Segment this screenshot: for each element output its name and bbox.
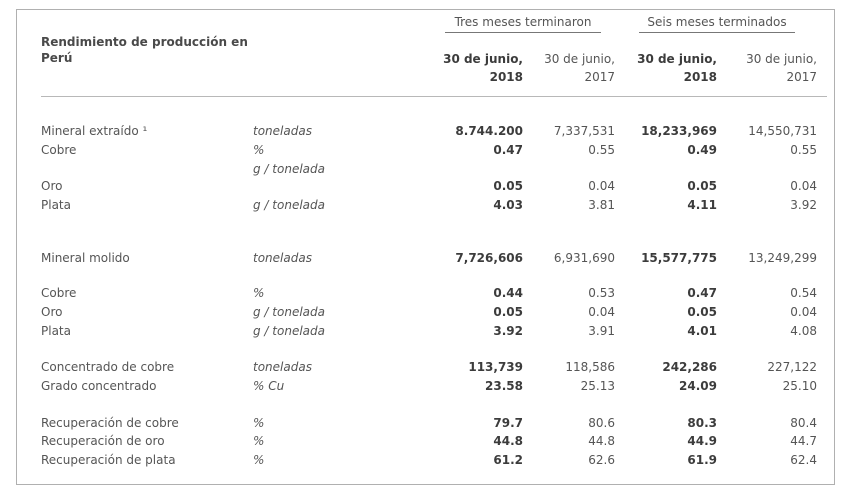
cell-value: 25.10 xyxy=(782,379,817,393)
cell-value: 15,577,775 xyxy=(641,251,717,265)
row-label: Cobre xyxy=(41,286,77,300)
table-row xyxy=(17,177,836,195)
row-label: Recuperación de oro xyxy=(41,434,165,448)
cell-value: 44.7 xyxy=(790,434,817,448)
cell-value: 0.05 xyxy=(493,305,523,319)
cell-value: 0.04 xyxy=(588,179,615,193)
table-row xyxy=(17,358,836,376)
row-label: Mineral extraído ¹ xyxy=(41,124,148,138)
cell-value: 0.47 xyxy=(687,286,717,300)
row-label: Mineral molido xyxy=(41,251,130,265)
column-header-line1: 30 de junio, xyxy=(443,52,523,66)
row-unit: % xyxy=(253,286,265,300)
column-header-line1: 30 de junio, xyxy=(746,52,817,66)
row-unit: toneladas xyxy=(253,360,312,374)
column-header-3m-2018 xyxy=(435,50,523,86)
row-label: Concentrado de cobre xyxy=(41,360,175,374)
cell-value: 18,233,969 xyxy=(641,124,717,138)
row-unit: g / tonelada xyxy=(253,162,325,176)
row-unit: % xyxy=(253,453,265,467)
column-header-6m-2018 xyxy=(629,50,717,86)
table-row xyxy=(17,249,836,267)
row-unit: g / tonelada xyxy=(253,324,325,338)
cell-value: 23.58 xyxy=(485,379,523,393)
cell-value: 0.47 xyxy=(493,143,523,157)
group-underline-three-months xyxy=(445,32,601,33)
row-unit: % xyxy=(253,143,265,157)
cell-value: 80.4 xyxy=(790,416,817,430)
cell-value: 0.53 xyxy=(588,286,615,300)
table-title: Rendimiento de producción en Perú xyxy=(41,35,248,65)
table-row xyxy=(17,122,836,140)
cell-value: 0.05 xyxy=(687,179,717,193)
cell-value: 3.92 xyxy=(493,324,523,338)
cell-value: 0.04 xyxy=(588,305,615,319)
cell-value: 44.8 xyxy=(493,434,523,448)
row-unit: g / tonelada xyxy=(253,305,325,319)
cell-value: 4.11 xyxy=(687,198,717,212)
cell-value: 62.6 xyxy=(588,453,615,467)
table-row xyxy=(17,414,836,432)
group-header-six-months: Seis meses terminados xyxy=(647,15,787,29)
cell-value: 4.01 xyxy=(687,324,717,338)
cell-value: 113,739 xyxy=(468,360,523,374)
column-header-3m-2017 xyxy=(527,50,615,86)
cell-value: 0.05 xyxy=(687,305,717,319)
cell-value: 61.9 xyxy=(687,453,717,467)
cell-value: 8.744.200 xyxy=(455,124,523,138)
table-row xyxy=(17,303,836,321)
row-label: Oro xyxy=(41,179,63,193)
cell-value: 0.49 xyxy=(687,143,717,157)
cell-value: 80.6 xyxy=(588,416,615,430)
cell-value: 79.7 xyxy=(493,416,523,430)
cell-value: 24.09 xyxy=(679,379,717,393)
column-header-year: 2018 xyxy=(683,70,717,84)
column-header-line1: 30 de junio, xyxy=(544,52,615,66)
cell-value: 3.92 xyxy=(790,198,817,212)
table-row xyxy=(17,432,836,450)
table-row xyxy=(17,377,836,395)
cell-value: 4.03 xyxy=(493,198,523,212)
row-label: Grado concentrado xyxy=(41,379,157,393)
cell-value: 242,286 xyxy=(662,360,717,374)
table-row xyxy=(17,451,836,469)
group-header-three-months: Tres meses terminaron xyxy=(454,15,592,29)
cell-value: 3.81 xyxy=(588,198,615,212)
cell-value: 0.04 xyxy=(790,179,817,193)
cell-value: 25.13 xyxy=(580,379,615,393)
column-header-year: 2017 xyxy=(584,70,615,84)
cell-value: 3.91 xyxy=(588,324,615,338)
row-unit: toneladas xyxy=(253,124,312,138)
production-table xyxy=(16,9,835,485)
row-unit: % xyxy=(253,416,265,430)
row-label: Cobre xyxy=(41,143,77,157)
row-label: Recuperación de plata xyxy=(41,453,176,467)
cell-value: 0.54 xyxy=(790,286,817,300)
cell-value: 0.55 xyxy=(790,143,817,157)
cropped-footnote-text xyxy=(24,486,804,491)
row-label: Plata xyxy=(41,324,71,338)
table-row xyxy=(17,284,836,302)
table-row xyxy=(17,196,836,214)
cell-value: 44.9 xyxy=(687,434,717,448)
column-header-line1: 30 de junio, xyxy=(637,52,717,66)
row-unit: toneladas xyxy=(253,251,312,265)
cell-value: 0.55 xyxy=(588,143,615,157)
column-header-year: 2018 xyxy=(489,70,523,84)
cell-value: 80.3 xyxy=(687,416,717,430)
cell-value: 44.8 xyxy=(588,434,615,448)
table-row xyxy=(17,141,836,159)
header-divider xyxy=(41,96,827,97)
row-unit: % Cu xyxy=(253,379,285,393)
cell-value: 6,931,690 xyxy=(553,251,615,265)
cell-value: 7,726,606 xyxy=(455,251,523,265)
row-unit: % xyxy=(253,434,265,448)
row-label: Plata xyxy=(41,198,71,212)
cell-value: 13,249,299 xyxy=(748,251,817,265)
cell-value: 0.44 xyxy=(493,286,523,300)
cell-value: 4.08 xyxy=(790,324,817,338)
cell-value: 14,550,731 xyxy=(748,124,817,138)
table-row xyxy=(17,160,836,178)
group-underline-six-months xyxy=(639,32,795,33)
table-row xyxy=(17,322,836,340)
cell-value: 0.04 xyxy=(790,305,817,319)
cell-value: 7,337,531 xyxy=(553,124,615,138)
cell-value: 61.2 xyxy=(493,453,523,467)
column-header-6m-2017 xyxy=(729,50,817,86)
cell-value: 227,122 xyxy=(767,360,817,374)
cell-value: 62.4 xyxy=(790,453,817,467)
column-header-year: 2017 xyxy=(786,70,817,84)
row-label: Recuperación de cobre xyxy=(41,416,179,430)
row-label: Oro xyxy=(41,305,63,319)
row-unit: g / tonelada xyxy=(253,198,325,212)
cell-value: 0.05 xyxy=(493,179,523,193)
cell-value: 118,586 xyxy=(565,360,615,374)
